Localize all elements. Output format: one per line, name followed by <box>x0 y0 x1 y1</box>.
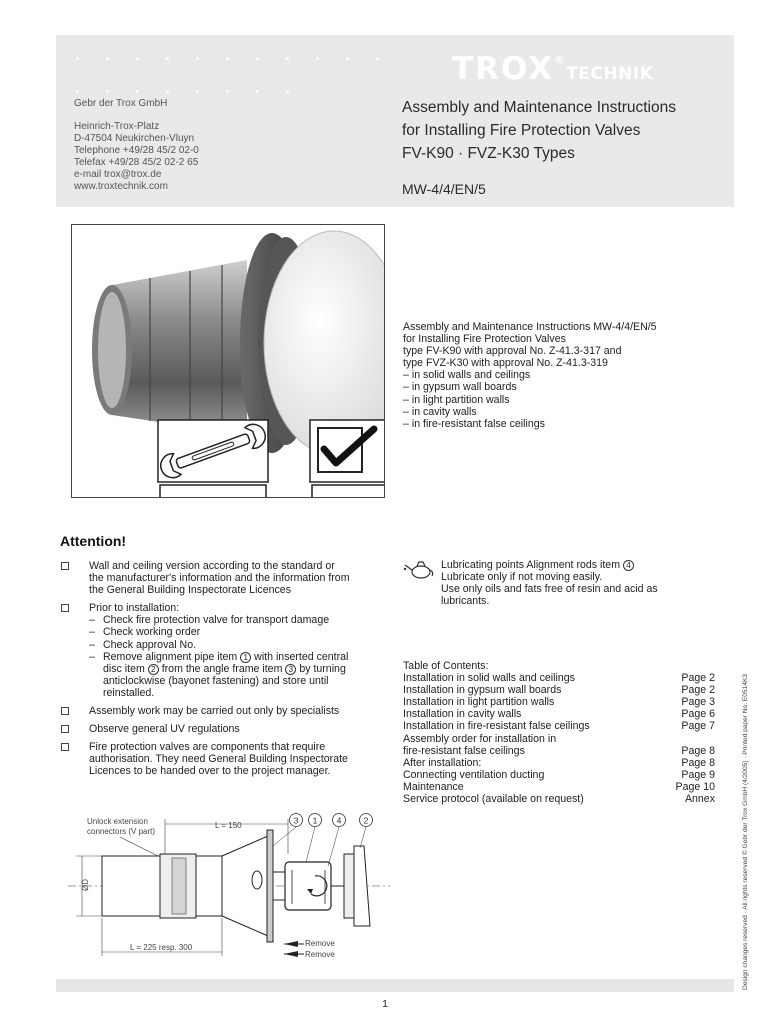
toc-entry[interactable]: fire-resistant false ceilings Page 8 <box>403 744 715 757</box>
item-number-circle: 1 <box>240 652 251 663</box>
address-line: D-47504 Neukirchen-Vluyn <box>74 133 195 144</box>
checkbox-square-icon <box>61 562 69 570</box>
lube-line: lubricants. <box>441 595 490 608</box>
title-line: for Installing Fire Protection Valves <box>402 122 641 139</box>
callout-3: 3 <box>293 815 299 826</box>
toc-entry[interactable]: Installation in light partition walls Page 3 <box>403 696 715 709</box>
attention-item: Assembly work may be carried out only by specialists <box>60 705 390 717</box>
document-code: MW-4/4/EN/5 <box>402 181 486 197</box>
telefax: Telefax +49/28 45/2 02-2 65 <box>74 157 199 168</box>
lube-line: Use only oils and fats free of resin and acid as <box>441 583 658 596</box>
item-number-circle: 4 <box>623 560 634 571</box>
sub-item: – Check working order <box>89 626 390 638</box>
intro-line: for Installing Fire Protection Valves <box>403 333 566 346</box>
logo-technik: TECHNIK <box>566 64 654 84</box>
label-unlock-2: connectors (V part) <box>87 827 156 836</box>
intro-list-item: – in light partition walls <box>403 393 510 406</box>
toc-entry[interactable]: Service protocol (available on request) Annex <box>403 793 715 806</box>
intro-text <box>403 321 657 430</box>
copyright-side-note: Design changes reserved · All rights reserved © Gebr der Trox GmbH (4/2005) · Printed paper No. E0514K3 <box>742 673 749 990</box>
intro-line: type FVZ-K30 with approval No. Z-41.3-319 <box>403 357 608 370</box>
oil-can-icon <box>403 560 435 580</box>
toc-entry[interactable]: Assembly order for installation in <box>403 732 557 745</box>
toc-title: Table of Contents: <box>403 660 489 672</box>
checkbox-square-icon <box>61 725 69 733</box>
assembly-drawing <box>60 806 392 974</box>
telephone: Telephone +49/28 45/2 02-0 <box>74 145 199 156</box>
attention-item: Fire protection valves are components that require authorisation. They need General Building Inspectorate Licences to be handed over to the project manager. <box>60 741 390 777</box>
intro-list-item: – in cavity walls <box>403 405 477 418</box>
trox-logo <box>452 51 653 87</box>
product-photo <box>71 224 385 498</box>
fire-valve-illustration <box>72 225 385 498</box>
checkbox-square-icon <box>61 707 69 715</box>
lube-line: Lubricate only if not moving easily. <box>441 571 603 584</box>
callout-2: 2 <box>363 815 369 826</box>
toc-entry[interactable]: Connecting ventilation ducting Page 9 <box>403 768 715 781</box>
address-line: Heinrich-Trox-Platz <box>74 121 160 132</box>
checkbox-square-icon <box>61 604 69 612</box>
sub-item: – Check approval No. <box>89 639 390 651</box>
callout-1: 1 <box>312 815 318 826</box>
lube-line: Lubricating points Alignment rods item <box>441 559 621 571</box>
intro-list-item: – in fire-resistant false ceilings <box>403 417 545 430</box>
intro-line: type FV-K90 with approval No. Z-41.3-317 and <box>403 345 622 358</box>
table-of-contents <box>403 660 715 805</box>
company-name: Gebr der Trox GmbH <box>74 98 168 109</box>
attention-heading: Attention! <box>60 533 127 549</box>
footer-bar <box>56 979 734 992</box>
callout-4: 4 <box>336 815 342 826</box>
logo-brand: TROX <box>452 51 555 87</box>
attention-item: Wall and ceiling version according to the standard or the manufacturer's information and the information from the General Building Inspectorate Licences <box>60 560 390 596</box>
company-address <box>74 98 199 193</box>
remove-label: Remove <box>305 939 335 948</box>
label-unlock-1: Unlock extension <box>87 817 148 826</box>
document-title <box>402 96 676 201</box>
technical-diagram <box>60 806 392 974</box>
checkbox-square-icon <box>61 743 69 751</box>
toc-entry[interactable]: Installation in fire-resistant false ceilings Page 7 <box>403 720 715 733</box>
toc-entry[interactable]: Installation in cavity walls Page 6 <box>403 708 715 721</box>
intro-line: Assembly and Maintenance Instructions MW-4/4/EN/5 <box>403 321 657 333</box>
toc-entry[interactable]: After installation: Page 8 <box>403 756 715 769</box>
website: www.troxtechnik.com <box>74 181 168 192</box>
dim-l150: L = 150 <box>215 821 242 830</box>
item-number-circle: 2 <box>148 664 159 675</box>
item-number-circle: 3 <box>285 664 296 675</box>
toc-entry[interactable]: Installation in gypsum wall boards Page 2 <box>403 684 715 697</box>
attention-list <box>60 560 390 784</box>
dim-diameter: ØD <box>81 879 90 891</box>
header-panel <box>56 35 734 207</box>
intro-list-item: – in solid walls and ceilings <box>403 369 531 382</box>
attention-item: Prior to installation: – Check fire protection valve for transport damage – Check working order – Check approval No. – Remove alignment pipe item 1 with inserted central disc item 2 from the angle frame item 3 by turning anticlockwise (bayonet fastening) and store until reinstalled. <box>60 602 390 699</box>
toc-entry[interactable]: Installation in solid walls and ceilings Page 2 <box>403 672 715 685</box>
logo-registered: ® <box>554 55 565 66</box>
sub-item: – Remove alignment pipe item 1 with inserted central disc item 2 from the angle frame item 3 by turning anticlockwise (bayonet fastening) and store until reinstalled. <box>89 651 390 699</box>
attention-item: Observe general UV regulations <box>60 723 390 735</box>
page-number: 1 <box>382 998 388 1010</box>
remove-label: Remove <box>305 950 335 959</box>
title-line: Assembly and Maintenance Instructions <box>402 99 676 116</box>
sub-item: – Check fire protection valve for transport damage <box>89 614 390 626</box>
email: e-mail trox@trox.de <box>74 169 162 180</box>
title-line: FV-K90 · FVZ-K30 Types <box>402 145 575 162</box>
toc-entry[interactable]: Maintenance Page 10 <box>403 780 715 793</box>
dim-l225: L = 225 resp. 300 <box>130 943 193 952</box>
intro-list-item: – in gypsum wall boards <box>403 381 517 394</box>
